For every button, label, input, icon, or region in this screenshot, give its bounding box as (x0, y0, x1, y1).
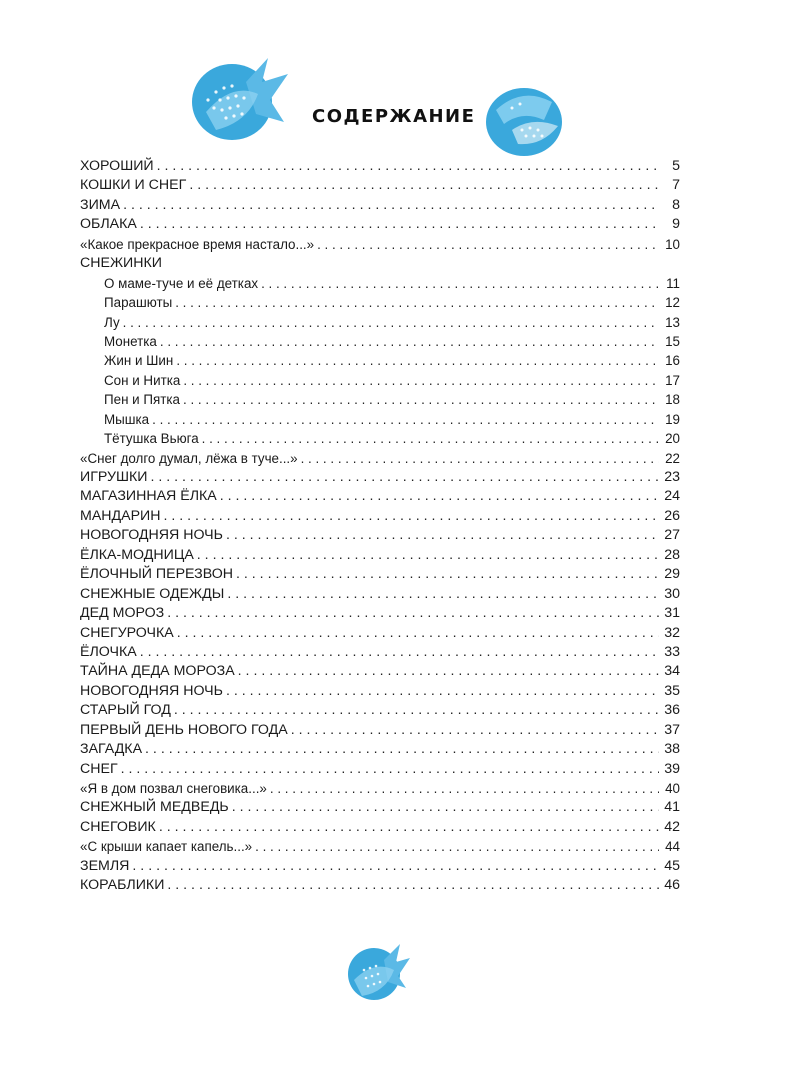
toc-entry-title: Лу (104, 314, 120, 330)
toc-entry-title: СТАРЫЙ ГОД (80, 702, 171, 719)
toc-leader-dots (152, 410, 659, 429)
toc-entry-page: 45 (664, 857, 680, 874)
toc-entry (80, 585, 680, 604)
toc-entry-title: СНЕЖНЫЙ МЕДВЕДЬ (80, 799, 229, 816)
toc-leader-dots (226, 682, 659, 701)
toc-entry (80, 624, 680, 643)
toc-entry (80, 429, 680, 448)
toc-entry-page: 7 (672, 177, 680, 194)
toc-leader-dots (159, 818, 659, 837)
toc-entry-page: 24 (664, 488, 680, 505)
toc-entry-title: ЗАГАДКА (80, 741, 143, 758)
toc-leader-dots (227, 585, 659, 604)
toc-leader-dots (167, 604, 659, 623)
table-of-contents (80, 157, 680, 896)
toc-entry-title: «Какое прекрасное время настало...» (80, 236, 315, 252)
toc-entry (80, 254, 680, 273)
toc-entry-page: 26 (664, 507, 680, 524)
toc-entry-page: 17 (665, 372, 680, 388)
toc-entry-title: ДЕД МОРОЗ (80, 605, 165, 622)
toc-entry-page: 31 (664, 605, 680, 622)
toc-entry-page: 8 (672, 196, 680, 213)
toc-leader-dots (174, 701, 659, 720)
toc-leader-dots (176, 351, 659, 370)
toc-entry (80, 313, 680, 332)
toc-leader-dots (123, 313, 659, 332)
toc-leader-dots (183, 390, 659, 409)
toc-entry (80, 526, 680, 545)
toc-leader-dots (270, 779, 659, 798)
toc-leader-dots (189, 176, 659, 195)
toc-entry-title: ХОРОШИЙ (80, 158, 154, 174)
toc-entry (80, 487, 680, 506)
toc-entry-title: Монетка (104, 333, 157, 349)
toc-entry (80, 876, 680, 895)
toc-entry-title: Жин и Шин (104, 353, 174, 369)
toc-entry-title: СНЕГОВИК (80, 818, 156, 835)
toc-entry-page: 35 (664, 682, 680, 699)
toc-entry-title: ИГРУШКИ (80, 469, 148, 485)
toc-entry-page: 11 (666, 275, 680, 291)
toc-entry-title: «Я в дом позвал снеговика...» (80, 781, 267, 796)
toc-entry-page: 41 (664, 799, 680, 816)
toc-entry-page: 13 (665, 314, 680, 330)
page-title: СОДЕРЖАНИЕ (312, 106, 476, 127)
toc-entry-title: Мышка (104, 411, 150, 427)
toc-entry (80, 176, 680, 195)
toc-entry-title: ЁЛКА-МОДНИЦА (80, 546, 194, 563)
toc-entry-title: НОВОГОДНЯЯ НОЧЬ (80, 682, 223, 699)
toc-entry-page: 23 (664, 469, 680, 485)
toc-entry (80, 546, 680, 565)
snow-bird-ornament-icon (344, 940, 412, 1004)
toc-leader-dots (317, 235, 659, 254)
toc-entry (80, 779, 680, 798)
toc-leader-dots (132, 857, 659, 876)
toc-entry-title: ЁЛОЧКА (80, 643, 137, 660)
toc-entry (80, 274, 680, 293)
toc-entry-page: 20 (665, 431, 680, 447)
toc-entry-page: 37 (664, 721, 680, 738)
toc-entry-title: КОШКИ И СНЕГ (80, 177, 187, 194)
toc-entry-page: 28 (664, 546, 680, 563)
toc-leader-dots (123, 196, 659, 215)
toc-leader-dots (175, 293, 659, 312)
toc-entry-page: 44 (665, 839, 680, 855)
toc-entry-title: ЁЛОЧНЫЙ ПЕРЕЗВОН (80, 566, 234, 583)
toc-leader-dots (232, 798, 659, 817)
toc-entry-page: 32 (664, 624, 680, 641)
toc-leader-dots (151, 468, 659, 487)
toc-leader-dots (121, 760, 659, 779)
toc-entry-page: 9 (672, 216, 680, 233)
toc-entry-title: Тётушка Вьюга (104, 431, 199, 447)
toc-entry (80, 215, 680, 234)
snow-fish-ornament-icon (482, 80, 570, 160)
toc-entry (80, 410, 680, 429)
toc-entry (80, 721, 680, 740)
toc-leader-dots (261, 274, 659, 293)
toc-entry (80, 565, 680, 584)
toc-entry-page: 33 (664, 643, 680, 660)
toc-entry-page: 12 (665, 295, 680, 311)
toc-entry-page: 40 (665, 781, 680, 796)
toc-entry-title: Пен и Пятка (104, 392, 180, 408)
toc-entry-page: 15 (665, 333, 680, 349)
toc-entry (80, 293, 680, 312)
toc-entry-page: 19 (665, 411, 680, 427)
toc-entry-title: ПЕРВЫЙ ДЕНЬ НОВОГО ГОДА (80, 721, 288, 738)
toc-entry (80, 449, 680, 468)
toc-leader-dots (177, 624, 659, 643)
toc-entry (80, 837, 680, 856)
toc-leader-dots (145, 740, 659, 759)
toc-entry-title: «Снег долго думал, лёжа в туче...» (80, 450, 298, 466)
toc-entry-title: МАНДАРИН (80, 507, 161, 524)
toc-entry (80, 701, 680, 720)
toc-entry-title: СНЕЖНЫЕ ОДЕЖДЫ (80, 585, 225, 602)
toc-entry-page: 46 (664, 877, 680, 894)
toc-entry-title: «С крыши капает капель...» (80, 839, 253, 855)
toc-entry-title: НОВОГОДНЯЯ НОЧЬ (80, 527, 223, 544)
toc-entry (80, 604, 680, 623)
toc-entry-page: 30 (664, 585, 680, 602)
toc-entry (80, 760, 680, 779)
toc-entry-title: ТАЙНА ДЕДА МОРОЗА (80, 663, 235, 680)
toc-entry-page: 22 (665, 450, 680, 466)
toc-entry (80, 857, 680, 876)
toc-entry (80, 371, 680, 390)
toc-leader-dots (226, 526, 659, 545)
toc-leader-dots (157, 157, 659, 176)
toc-leader-dots (164, 507, 659, 526)
toc-entry-page: 38 (664, 741, 680, 758)
toc-leader-dots (301, 449, 659, 468)
toc-entry (80, 332, 680, 351)
toc-entry-title: СНЕГ (80, 760, 118, 777)
toc-entry-page: 39 (664, 760, 680, 777)
toc-entry (80, 351, 680, 370)
toc-entry-page: 16 (665, 353, 680, 369)
toc-leader-dots (238, 662, 659, 681)
toc-entry-title: ОБЛАКА (80, 216, 137, 233)
toc-entry-page: 27 (664, 527, 680, 544)
toc-entry-title: Парашюты (104, 295, 173, 311)
toc-entry (80, 740, 680, 759)
toc-entry-page: 34 (664, 663, 680, 680)
toc-leader-dots (160, 332, 659, 351)
toc-entry (80, 682, 680, 701)
toc-entry-title: ЗЕМЛЯ (80, 857, 130, 874)
toc-leader-dots (197, 546, 659, 565)
toc-leader-dots (291, 721, 659, 740)
toc-entry-page: 5 (672, 158, 680, 174)
toc-leader-dots (202, 429, 659, 448)
toc-entry-title: СНЕЖИНКИ (80, 255, 162, 272)
toc-entry (80, 235, 680, 254)
toc-entry (80, 468, 680, 487)
toc-entry (80, 818, 680, 837)
toc-leader-dots (220, 487, 659, 506)
toc-entry (80, 196, 680, 215)
toc-entry-title: МАГАЗИННАЯ ЁЛКА (80, 488, 217, 505)
toc-entry-title: СНЕГУРОЧКА (80, 624, 174, 641)
toc-entry (80, 157, 680, 176)
toc-entry-page: 18 (665, 392, 680, 408)
toc-leader-dots (255, 837, 659, 856)
toc-entry-title: Сон и Нитка (104, 372, 181, 388)
toc-entry-title: КОРАБЛИКИ (80, 877, 165, 894)
toc-entry (80, 507, 680, 526)
toc-entry (80, 390, 680, 409)
toc-leader-dots (236, 565, 659, 584)
snowflake-bird-ornament-icon (186, 52, 294, 148)
toc-entry (80, 662, 680, 681)
toc-entry-page: 42 (664, 818, 680, 835)
toc-entry (80, 798, 680, 817)
toc-entry-page: 36 (664, 702, 680, 719)
toc-entry-page: 29 (664, 566, 680, 583)
toc-entry-page: 10 (665, 236, 680, 252)
toc-leader-dots (167, 876, 659, 895)
toc-leader-dots (140, 215, 659, 234)
toc-leader-dots (140, 643, 659, 662)
toc-leader-dots (183, 371, 659, 390)
toc-entry-title: ЗИМА (80, 196, 121, 213)
toc-entry (80, 643, 680, 662)
toc-entry-title: О маме-туче и её детках (104, 275, 259, 291)
